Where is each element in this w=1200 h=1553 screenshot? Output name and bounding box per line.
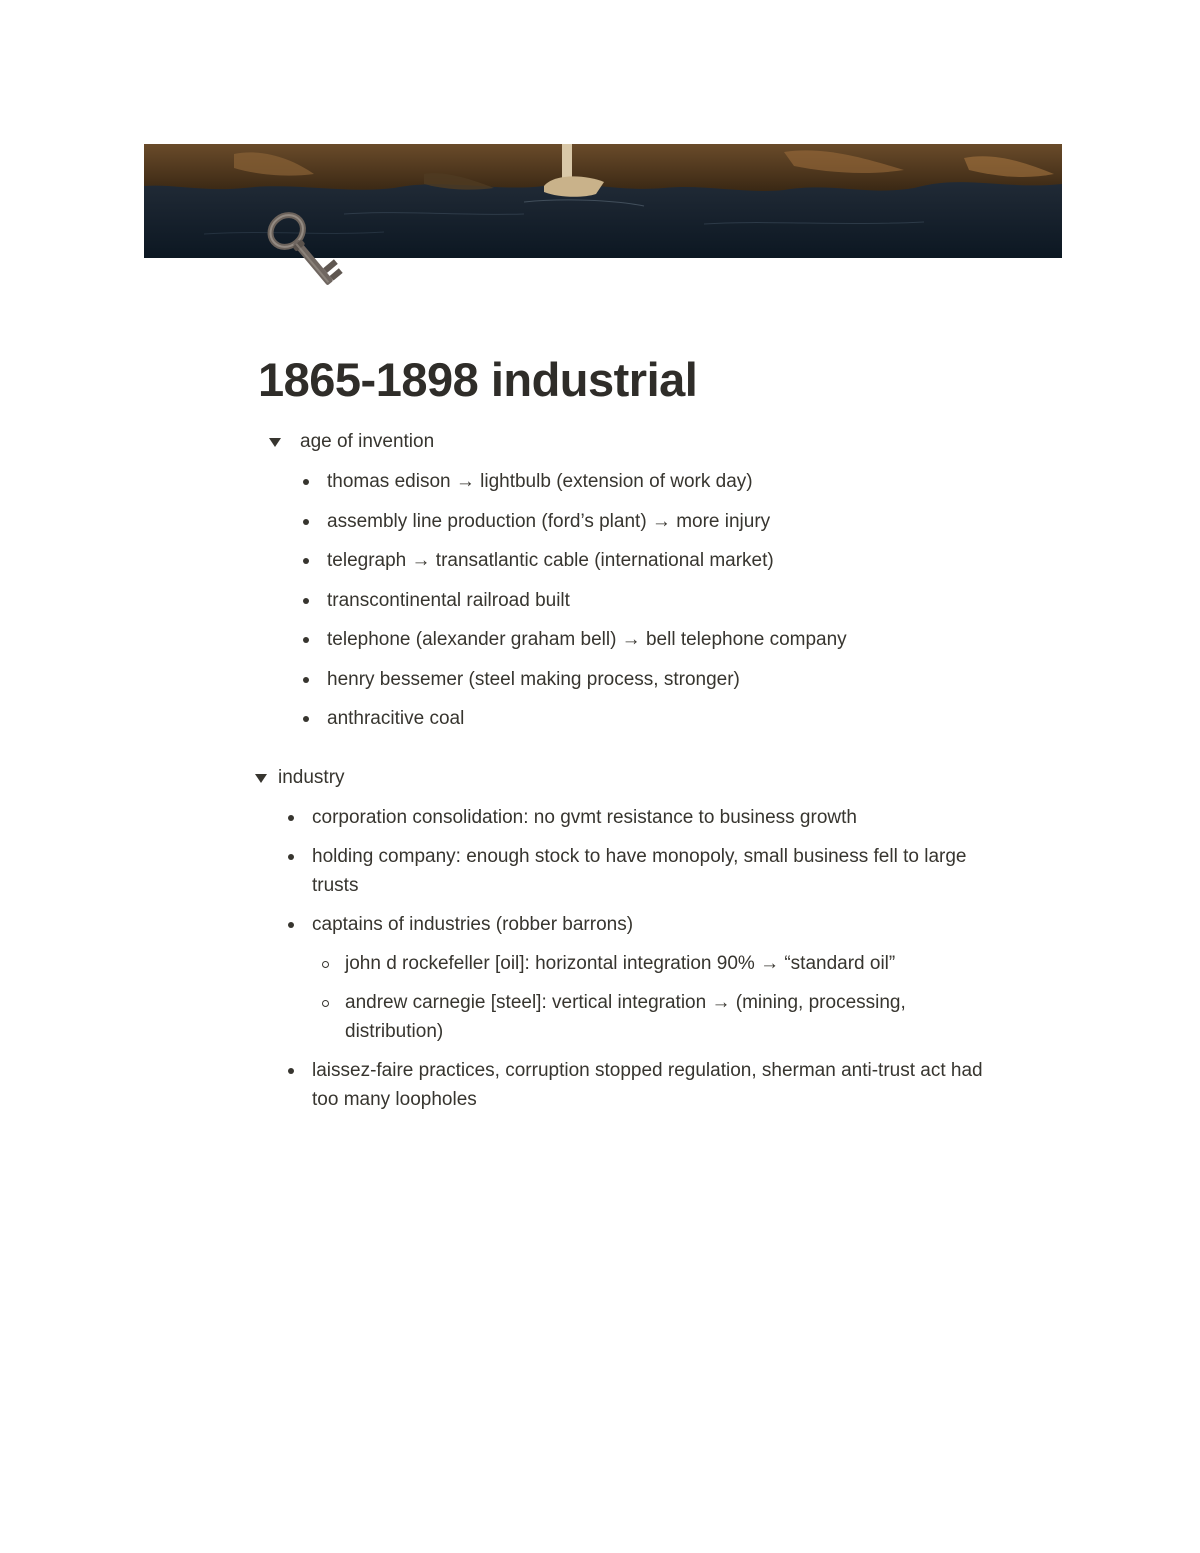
list-item (303, 546, 985, 575)
list-item-text: holding company: enough stock to have monopoly, small business fell to large trusts (312, 846, 967, 896)
toggle-industry (251, 764, 1011, 1124)
bullet-icon (288, 922, 294, 928)
list-item (303, 586, 985, 615)
bullet-icon (303, 677, 309, 683)
page-title: 1865-1898 industrial (258, 353, 698, 406)
list-item-text: andrew carnegie [steel]: vertical integration → (mining, processing, distribution) (345, 992, 906, 1042)
list-item-text: assembly line production (ford’s plant) → more injury (327, 510, 771, 532)
list-item-text: telephone (alexander graham bell) → bell telephone company (327, 629, 847, 650)
list-item (303, 625, 985, 654)
list-item (288, 910, 988, 1046)
bullet-list (288, 803, 988, 1114)
list-item-text: captains of industries (robber barrons) (312, 914, 634, 935)
old-key-icon[interactable] (254, 202, 358, 306)
list-item (303, 467, 985, 496)
toggle-header[interactable] (265, 428, 985, 456)
nested-list-item (322, 949, 988, 978)
list-item (303, 507, 985, 536)
bullet-icon (303, 637, 309, 643)
hollow-bullet-icon (322, 961, 329, 968)
toggle-label: age of invention (300, 431, 435, 452)
bullet-icon (288, 854, 294, 860)
bullet-icon (303, 598, 309, 604)
list-item (303, 704, 985, 733)
bullet-icon (303, 479, 309, 485)
toggle-triangle-icon[interactable] (265, 428, 287, 456)
list-item (288, 803, 988, 832)
hollow-bullet-icon (322, 1000, 329, 1007)
list-item-text: transcontinental railroad built (327, 589, 570, 611)
bullet-icon (288, 1068, 294, 1074)
list-item (288, 842, 988, 900)
list-item-text: henry bessemer (steel making process, stronger) (327, 668, 740, 690)
bullet-icon (288, 815, 294, 821)
nested-list-item (322, 988, 988, 1046)
list-item-text: corporation consolidation: no gvmt resistance to business growth (312, 807, 857, 828)
toggle-age-of-invention (265, 428, 985, 744)
list-item (288, 1056, 988, 1114)
list-item-text: thomas edison → lightbulb (extension of work day) (327, 471, 753, 492)
toggle-triangle-icon[interactable] (251, 764, 273, 792)
bullet-icon (303, 716, 309, 722)
list-item-text: anthracitive coal (327, 708, 465, 729)
bullet-icon (303, 519, 309, 525)
list-item-text: john d rockefeller [oil]: horizontal integration 90% → “standard oil” (345, 953, 896, 974)
toggle-header[interactable] (251, 764, 1011, 792)
nested-bullet-list (322, 949, 988, 1046)
list-item-text: telegraph → transatlantic cable (international market) (327, 550, 774, 571)
list-item (303, 665, 985, 694)
bullet-list (303, 467, 985, 733)
toggle-label: industry (278, 767, 345, 788)
list-item-text: laissez-faire practices, corruption stopped regulation, sherman anti-trust act had too many loopholes (312, 1060, 983, 1110)
bullet-icon (303, 558, 309, 564)
